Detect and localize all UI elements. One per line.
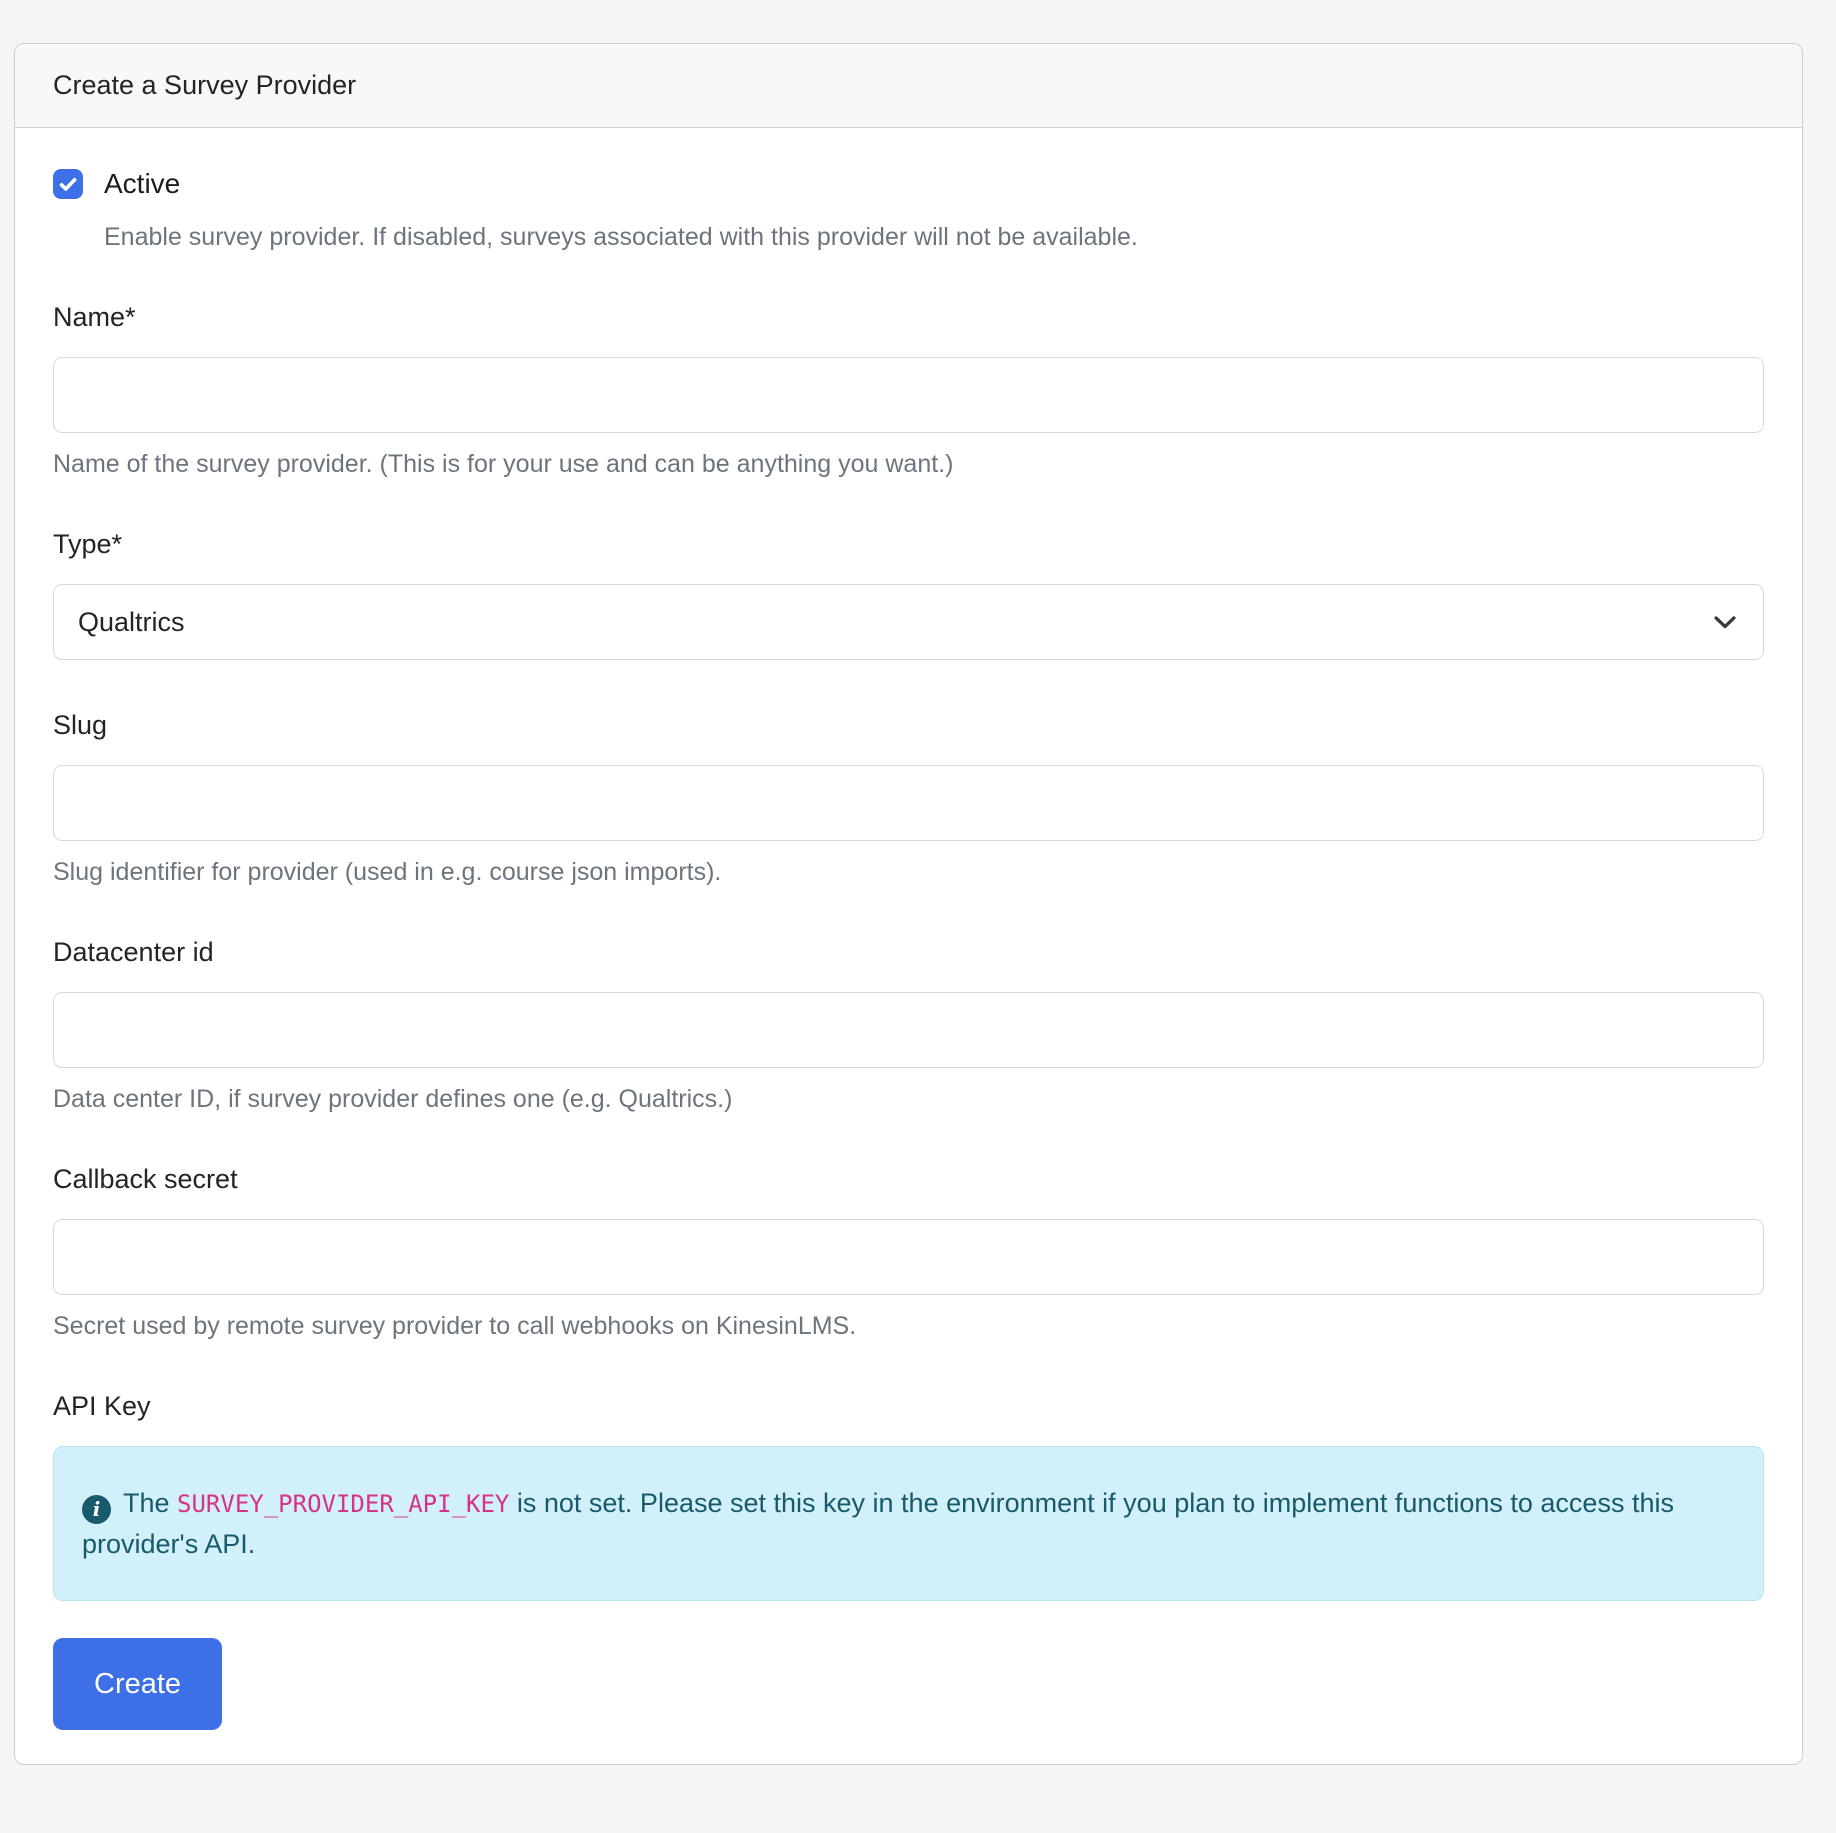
datacenter-id-label: Datacenter id xyxy=(53,937,214,967)
alert-text-after: is not set. Please set this key in the environment if you plan to implement functions to access this provider's API. xyxy=(82,1488,1674,1559)
type-label: Type* xyxy=(53,529,123,559)
page-title: Create a Survey Provider xyxy=(53,70,357,100)
slug-field-group xyxy=(53,710,1764,887)
card-header xyxy=(15,44,1802,128)
type-select-wrap xyxy=(53,584,1764,660)
card-body xyxy=(15,128,1802,1764)
type-field-group xyxy=(53,529,1764,660)
active-check-row xyxy=(53,168,1764,200)
slug-input[interactable] xyxy=(53,765,1764,841)
name-help-text: Name of the survey provider. (This is for your use and can be anything you want.) xyxy=(53,450,954,478)
api-key-section xyxy=(53,1391,1764,1601)
api-key-alert xyxy=(53,1446,1764,1601)
alert-text-before: The xyxy=(123,1488,178,1518)
active-field-group xyxy=(53,168,1764,252)
callback-secret-input[interactable] xyxy=(53,1219,1764,1295)
survey-provider-form xyxy=(53,168,1764,1730)
type-select[interactable] xyxy=(53,584,1764,660)
info-circle-icon: i xyxy=(82,1495,111,1524)
active-checkbox-wrap xyxy=(53,169,83,199)
api-key-label: API Key xyxy=(53,1391,151,1421)
active-label[interactable]: Active xyxy=(104,168,181,199)
callback-secret-field-group xyxy=(53,1164,1764,1341)
datacenter-id-input[interactable] xyxy=(53,992,1764,1068)
create-button[interactable]: Create xyxy=(53,1638,222,1730)
name-label: Name* xyxy=(53,302,136,332)
callback-secret-label: Callback secret xyxy=(53,1164,238,1194)
name-field-group xyxy=(53,302,1764,479)
active-checkbox[interactable] xyxy=(53,169,83,199)
datacenter-id-help-text: Data center ID, if survey provider defines one (e.g. Qualtrics.) xyxy=(53,1085,733,1113)
alert-code: SURVEY_PROVIDER_API_KEY xyxy=(177,1490,510,1518)
slug-label: Slug xyxy=(53,710,108,740)
active-help-text: Enable survey provider. If disabled, surveys associated with this provider will not be available. xyxy=(104,223,1138,251)
create-survey-provider-card xyxy=(14,43,1803,1765)
name-input[interactable] xyxy=(53,357,1764,433)
datacenter-id-field-group xyxy=(53,937,1764,1114)
callback-secret-help-text: Secret used by remote survey provider to call webhooks on KinesinLMS. xyxy=(53,1312,857,1340)
slug-help-text: Slug identifier for provider (used in e.g. course json imports). xyxy=(53,858,722,886)
